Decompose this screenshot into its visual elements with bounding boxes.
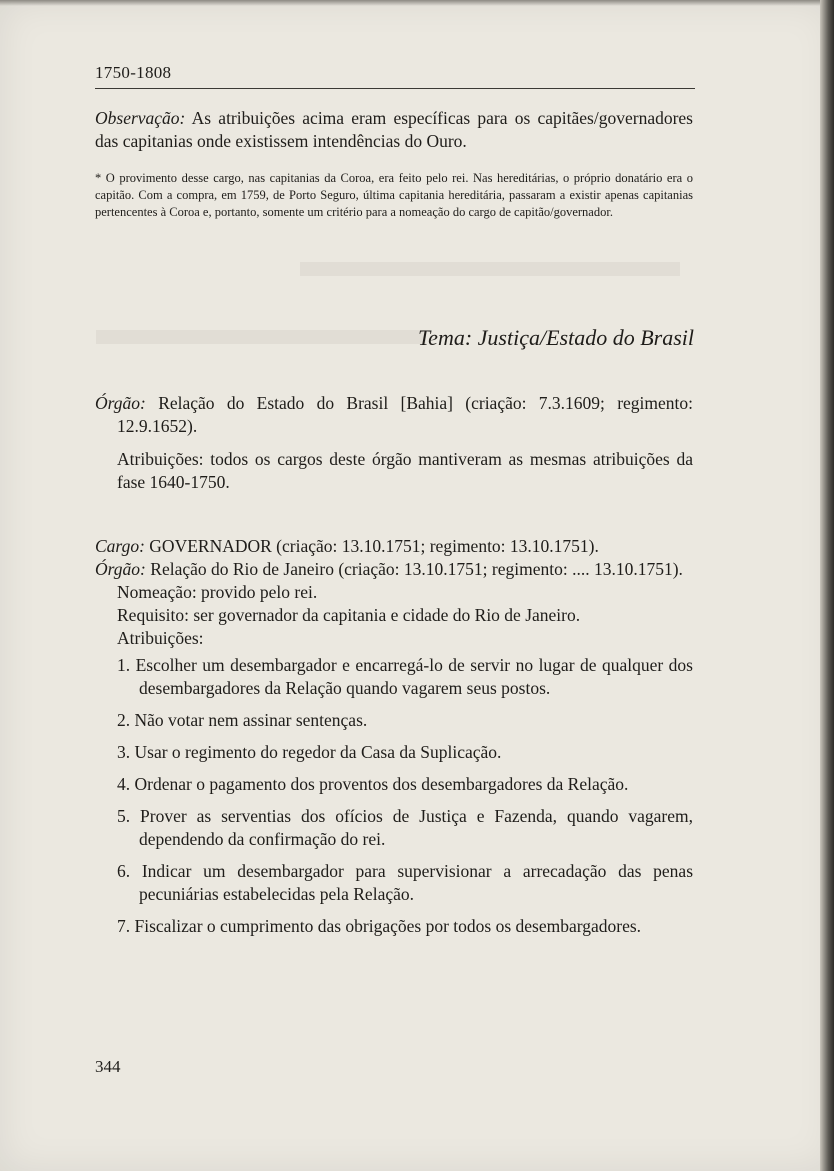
observation-label: Observação: xyxy=(95,108,186,128)
list-item: 1. Escolher um desembargador e encarregá-lo de servir no lugar de qualquer dos desembargadores da Relação quando vagarem seus postos. xyxy=(117,655,693,698)
atribuicoes-list xyxy=(95,654,693,938)
header-rule xyxy=(95,88,695,89)
list-item: 5. Prover as serventias dos ofícios de Justiça e Fazenda, quando vagarem, dependendo da confirmação do rei. xyxy=(117,806,693,849)
observation-paragraph xyxy=(95,107,693,153)
cargo-orgao-text: Relação do Rio de Janeiro (criação: 13.10.1751; regimento: .... 13.10.1751). xyxy=(150,559,683,579)
footnote: * O provimento desse cargo, nas capitanias da Coroa, era feito pelo rei. Nas hereditárias, o próprio donatário era o capitão. Com a compra, em 1759, de Porto Seguro, última capitania hereditária, passaram a existir apenas capitanias pertencentes à Coroa e, portanto, somente um critério para a nomeação do cargo de capitão/governador. xyxy=(95,171,693,219)
orgao-entry xyxy=(95,392,693,438)
list-item: 6. Indicar um desembargador para supervisionar a arrecadação das penas pecuniárias estabelecidas pela Relação. xyxy=(117,861,693,904)
nomeacao: Nomeação: provido pelo rei. xyxy=(117,582,318,602)
orgao-atribuicoes: Atribuições: todos os cargos deste órgão mantiveram as mesmas atribuições da fase 1640-1750. xyxy=(117,449,693,492)
cargo-governador xyxy=(95,535,693,947)
cargo-text: GOVERNADOR (criação: 13.10.1751; regimento: 13.10.1751). xyxy=(149,536,599,556)
page-top-shadow xyxy=(0,0,834,6)
list-item: 4. Ordenar o pagamento dos proventos dos desembargadores da Relação. xyxy=(117,774,629,794)
cargo-label: Cargo: xyxy=(95,536,145,556)
orgao-text: Relação do Estado do Brasil [Bahia] (criação: 7.3.1609; regimento: 12.9.1652). xyxy=(117,393,694,436)
list-item: 2. Não votar nem assinar sentenças. xyxy=(117,710,368,730)
atribuicoes-label: Atribuições: xyxy=(117,628,204,648)
orgao-relacao-bahia xyxy=(95,392,693,494)
show-through-shadow xyxy=(96,330,426,344)
cargo-orgao-entry xyxy=(95,558,693,581)
cargo-orgao-label: Órgão: xyxy=(95,559,146,579)
running-head: 1750-1808 xyxy=(95,63,172,82)
requisito: Requisito: ser governador da capitania e cidade do Rio de Janeiro. xyxy=(117,605,581,625)
orgao-label: Órgão: xyxy=(95,393,146,413)
cargo-entry xyxy=(95,535,693,558)
page-binding-edge xyxy=(820,0,834,1171)
page-number: 344 xyxy=(95,1057,121,1076)
section-theme-heading: Tema: Justiça/Estado do Brasil xyxy=(417,325,694,350)
observation-text: As atribuições acima eram específicas para os capitães/governadores das capitanias onde existissem intendências do Ouro. xyxy=(95,108,693,151)
list-item: 3. Usar o regimento do regedor da Casa da Suplicação. xyxy=(117,742,502,762)
show-through-shadow xyxy=(300,262,680,276)
list-item: 7. Fiscalizar o cumprimento das obrigações por todos os desembargadores. xyxy=(117,916,642,936)
